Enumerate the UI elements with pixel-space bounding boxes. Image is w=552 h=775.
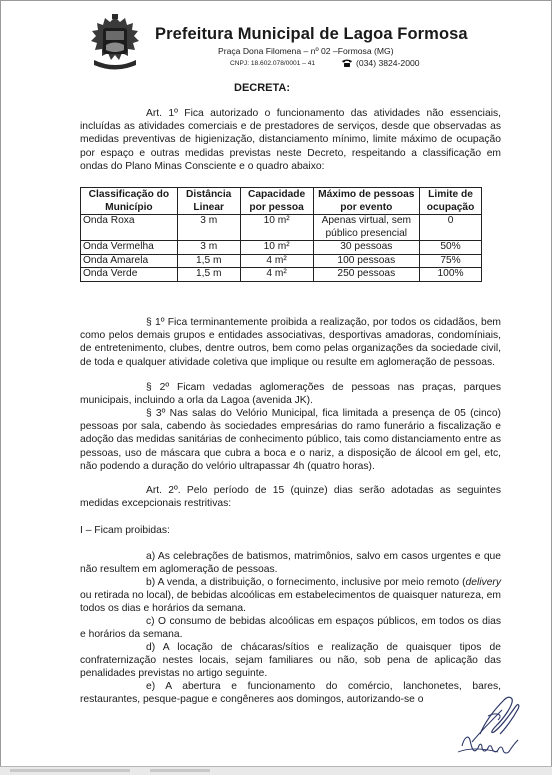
table-cell: 4 m² (240, 254, 313, 268)
phone-number: (034) 3824-2000 (356, 58, 420, 68)
table-row (81, 215, 482, 241)
viewer-scroll-track (10, 769, 130, 772)
decreta-heading: DECRETA: (234, 82, 291, 94)
item-e: e) A abertura e funcionamento do comércio, lanchonetes, bares, restaurantes, pesque-pague e congêneres aos domingos, autorizando-se o (80, 681, 501, 706)
item-a: a) As celebrações de batismos, matrimônios, salvo em casos urgentes e que não resultem em aglomeração de pessoas. (80, 551, 501, 576)
table-header-cell: Distância Linear (177, 188, 240, 215)
organization-phone (342, 58, 420, 68)
organization-title: Prefeitura Municipal de Lagoa Formosa (155, 25, 468, 43)
table-cell: Onda Roxa (81, 215, 178, 241)
article-1-intro: Art. 1º Fica autorizado o funcionamento das atividades não essenciais, incluídas as atividades comerciais e de prestadores de serviços, desde que observadas as medidas preventivas de higienização, distanciamento mínimo, limite máximo de ocupação por espaço e outras medidas previstas neste Decreto, respeitando a classificação em ondas do Plano Minas Consciente e o quadro abaixo: (80, 108, 501, 172)
organization-address: Praça Dona Filomena – nº 02 –Formosa (MG) (218, 46, 394, 56)
item-b (80, 576, 501, 616)
table-row (81, 254, 482, 268)
item-b-text-post: ou retirada no local), de bebidas alcoólicas em estabelecimentos de quaisquer natureza, em todos os dias e horários da semana. (80, 590, 501, 615)
table-header-cell: Limite de ocupação (420, 188, 482, 215)
item-b-text-pre: b) A venda, a distribuição, o fornecimento, inclusive por meio remoto ( (146, 577, 466, 588)
viewer-scroll-thumb (150, 769, 210, 772)
table-cell: 4 m² (240, 268, 313, 282)
item-d: d) A locação de chácaras/sítios e realização de quaisquer tipos de confraternização nestes locais, sejam familiares ou não, sob pena de aplicação das penalidades previstas no artigo seguinte. (80, 642, 501, 680)
paragraph-1: § 1º Fica terminantemente proibida a realização, por todos os cidadãos, bem como pelos demais grupos e entidades associativas, desportivas amadoras, condomíniais, de entretenimento, clubes, dentre outros, bem como pelas organizações da sociedade civil, de toda e qualquer atividade coletiva que implique ou resulte em aglomeração de pessoas. (80, 317, 501, 368)
classification-table (80, 187, 482, 282)
telephone-icon (342, 59, 352, 67)
table-cell: 1,5 m (177, 268, 240, 282)
table-header-cell: Classificação do Município (81, 188, 178, 215)
table-cell: 75% (420, 254, 482, 268)
table-header-cell: Capacidade por pessoa (240, 188, 313, 215)
table-cell: Onda Verde (81, 268, 178, 282)
table-cell: 50% (420, 241, 482, 255)
table-cell: 30 pessoas (313, 241, 420, 255)
item-c: c) O consumo de bebidas alcoólicas em espaços públicos, em todos os dias e horários da semana. (80, 616, 501, 641)
article-2: Art. 2º. Pelo período de 15 (quinze) dias serão adotadas as seguintes medidas excepcionais restritivas: (80, 485, 501, 510)
table-row (81, 268, 482, 282)
table-cell: 10 m² (240, 241, 313, 255)
table-cell: 250 pessoas (313, 268, 420, 282)
table-cell: 1,5 m (177, 254, 240, 268)
table-header-row (81, 188, 482, 215)
paragraph-2: § 2º Ficam vedadas aglomerações de pessoas nas praças, parques municipais, incluindo a orla da Lagoa (avenida JK). (80, 382, 501, 407)
table-cell: 0 (420, 215, 482, 241)
table-cell: 10 m² (240, 215, 313, 241)
item-b-emphasis: delivery (465, 577, 501, 588)
table-cell: 3 m (177, 215, 240, 241)
table-header-cell: Máximo de pessoas por evento (313, 188, 420, 215)
municipal-crest-icon (86, 14, 144, 74)
paragraph-3: § 3º Nas salas do Velório Municipal, fica limitada a presença de 05 (cinco) pessoas por sala, cabendo às sociedades empresárias do ramo funerário a fiscalização e adoção das medidas sanitárias de conhecimento público, tais como distanciamento entre as pessoas, uso de máscara que cubra a boca e o nariz, a disposição de álcool em gel, etc, não podendo a duração do velório ultrapassar 4h (quatro horas). (80, 408, 501, 472)
table-cell: Onda Vermelha (81, 241, 178, 255)
table-cell: Onda Amarela (81, 254, 178, 268)
table-cell: Apenas virtual, sem público presencial (313, 215, 420, 241)
handwritten-signature (452, 690, 532, 762)
table-cell: 100% (420, 268, 482, 282)
table-row (81, 241, 482, 255)
organization-cnpj: CNPJ: 18.602.078/0001 – 41 (230, 60, 316, 67)
inciso-1: I – Ficam proibidas: (80, 525, 170, 536)
table-cell: 3 m (177, 241, 240, 255)
table-cell: 100 pessoas (313, 254, 420, 268)
